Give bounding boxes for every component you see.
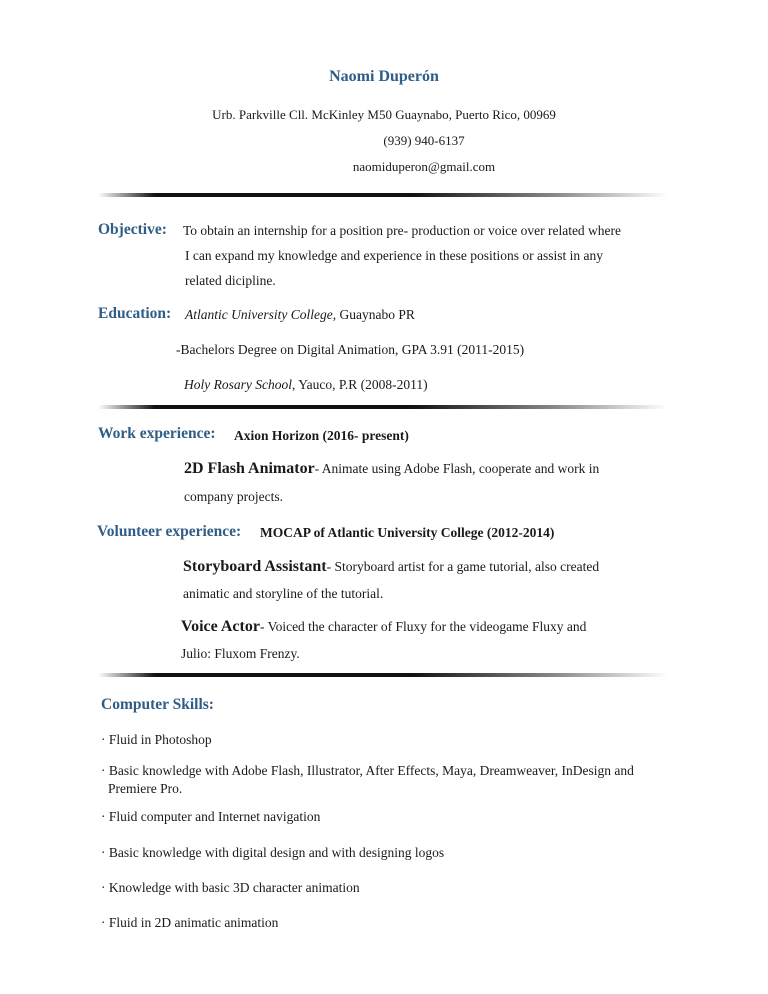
work-heading: Work experience: <box>98 425 216 442</box>
divider <box>98 405 668 409</box>
volunteer-role-1-desc-2: animatic and storyline of the tutorial. <box>183 586 384 601</box>
volunteer-role-2-desc-1: - Voiced the character of Fluxy for the videogame Fluxy and <box>259 619 587 634</box>
skill-item: · Knowledge with basic 3D character animation <box>101 880 360 895</box>
skills-heading: Computer Skills: <box>101 696 214 713</box>
address: Urb. Parkville Cll. McKinley M50 Guaynabo, Puerto Rico, 00969 <box>212 107 556 122</box>
resume-name: Naomi Duperón <box>329 68 439 85</box>
work-desc-2: company projects. <box>184 489 283 504</box>
work-desc-1: - Animate using Adobe Flash, cooperate and work in <box>314 461 600 476</box>
volunteer-role-2-line <box>181 618 586 636</box>
skill-item: · Basic knowledge with digital design and with designing logos <box>101 845 445 860</box>
school-1-location: Guaynabo PR <box>336 307 415 322</box>
divider <box>98 673 668 677</box>
skill-item-continued: Premiere Pro. <box>108 781 183 796</box>
work-role: 2D Flash Animator <box>184 460 315 477</box>
objective-line-2: I can expand my knowledge and experience in these positions or assist in any <box>185 248 604 263</box>
email: naomiduperon@gmail.com <box>352 159 496 174</box>
skill-item: · Fluid in Photoshop <box>101 732 212 747</box>
education-heading: Education: <box>98 305 172 322</box>
volunteer-role-2-desc-2: Julio: Fluxom Frenzy. <box>181 646 300 661</box>
work-company: Axion Horizon (2016- present) <box>234 428 409 443</box>
work-role-line <box>184 460 599 478</box>
education-degree: -Bachelors Degree on Digital Animation, GPA 3.91 (2011-2015) <box>176 342 525 357</box>
school-2-name: Holy Rosary School <box>184 377 292 392</box>
phone: (939) 940-6137 <box>383 133 465 148</box>
school-2-detail: , Yauco, P.R (2008-2011) <box>291 377 428 392</box>
volunteer-role-1-line <box>183 558 599 576</box>
education-school-2 <box>184 377 428 393</box>
volunteer-heading: Volunteer experience: <box>97 523 242 540</box>
education-school-1 <box>185 307 415 323</box>
objective-line-3: related dicipline. <box>185 273 276 288</box>
divider <box>98 193 668 197</box>
skill-item: · Fluid in 2D animatic animation <box>101 915 279 930</box>
objective-line-1: To obtain an internship for a position pre- production or voice over related where <box>183 223 622 238</box>
school-1-name: Atlantic University College, <box>185 307 337 322</box>
skill-item: · Fluid computer and Internet navigation <box>101 809 321 824</box>
volunteer-role-1-desc-1: - Storyboard artist for a game tutorial, also created <box>326 559 600 574</box>
volunteer-role-2: Voice Actor <box>181 618 260 635</box>
skill-item: · Basic knowledge with Adobe Flash, Illustrator, After Effects, Maya, Dreamweaver, InDesign and <box>101 763 634 778</box>
volunteer-org: MOCAP of Atlantic University College (2012-2014) <box>260 525 555 540</box>
objective-heading: Objective: <box>98 221 167 238</box>
volunteer-role-1: Storyboard Assistant <box>183 558 327 575</box>
